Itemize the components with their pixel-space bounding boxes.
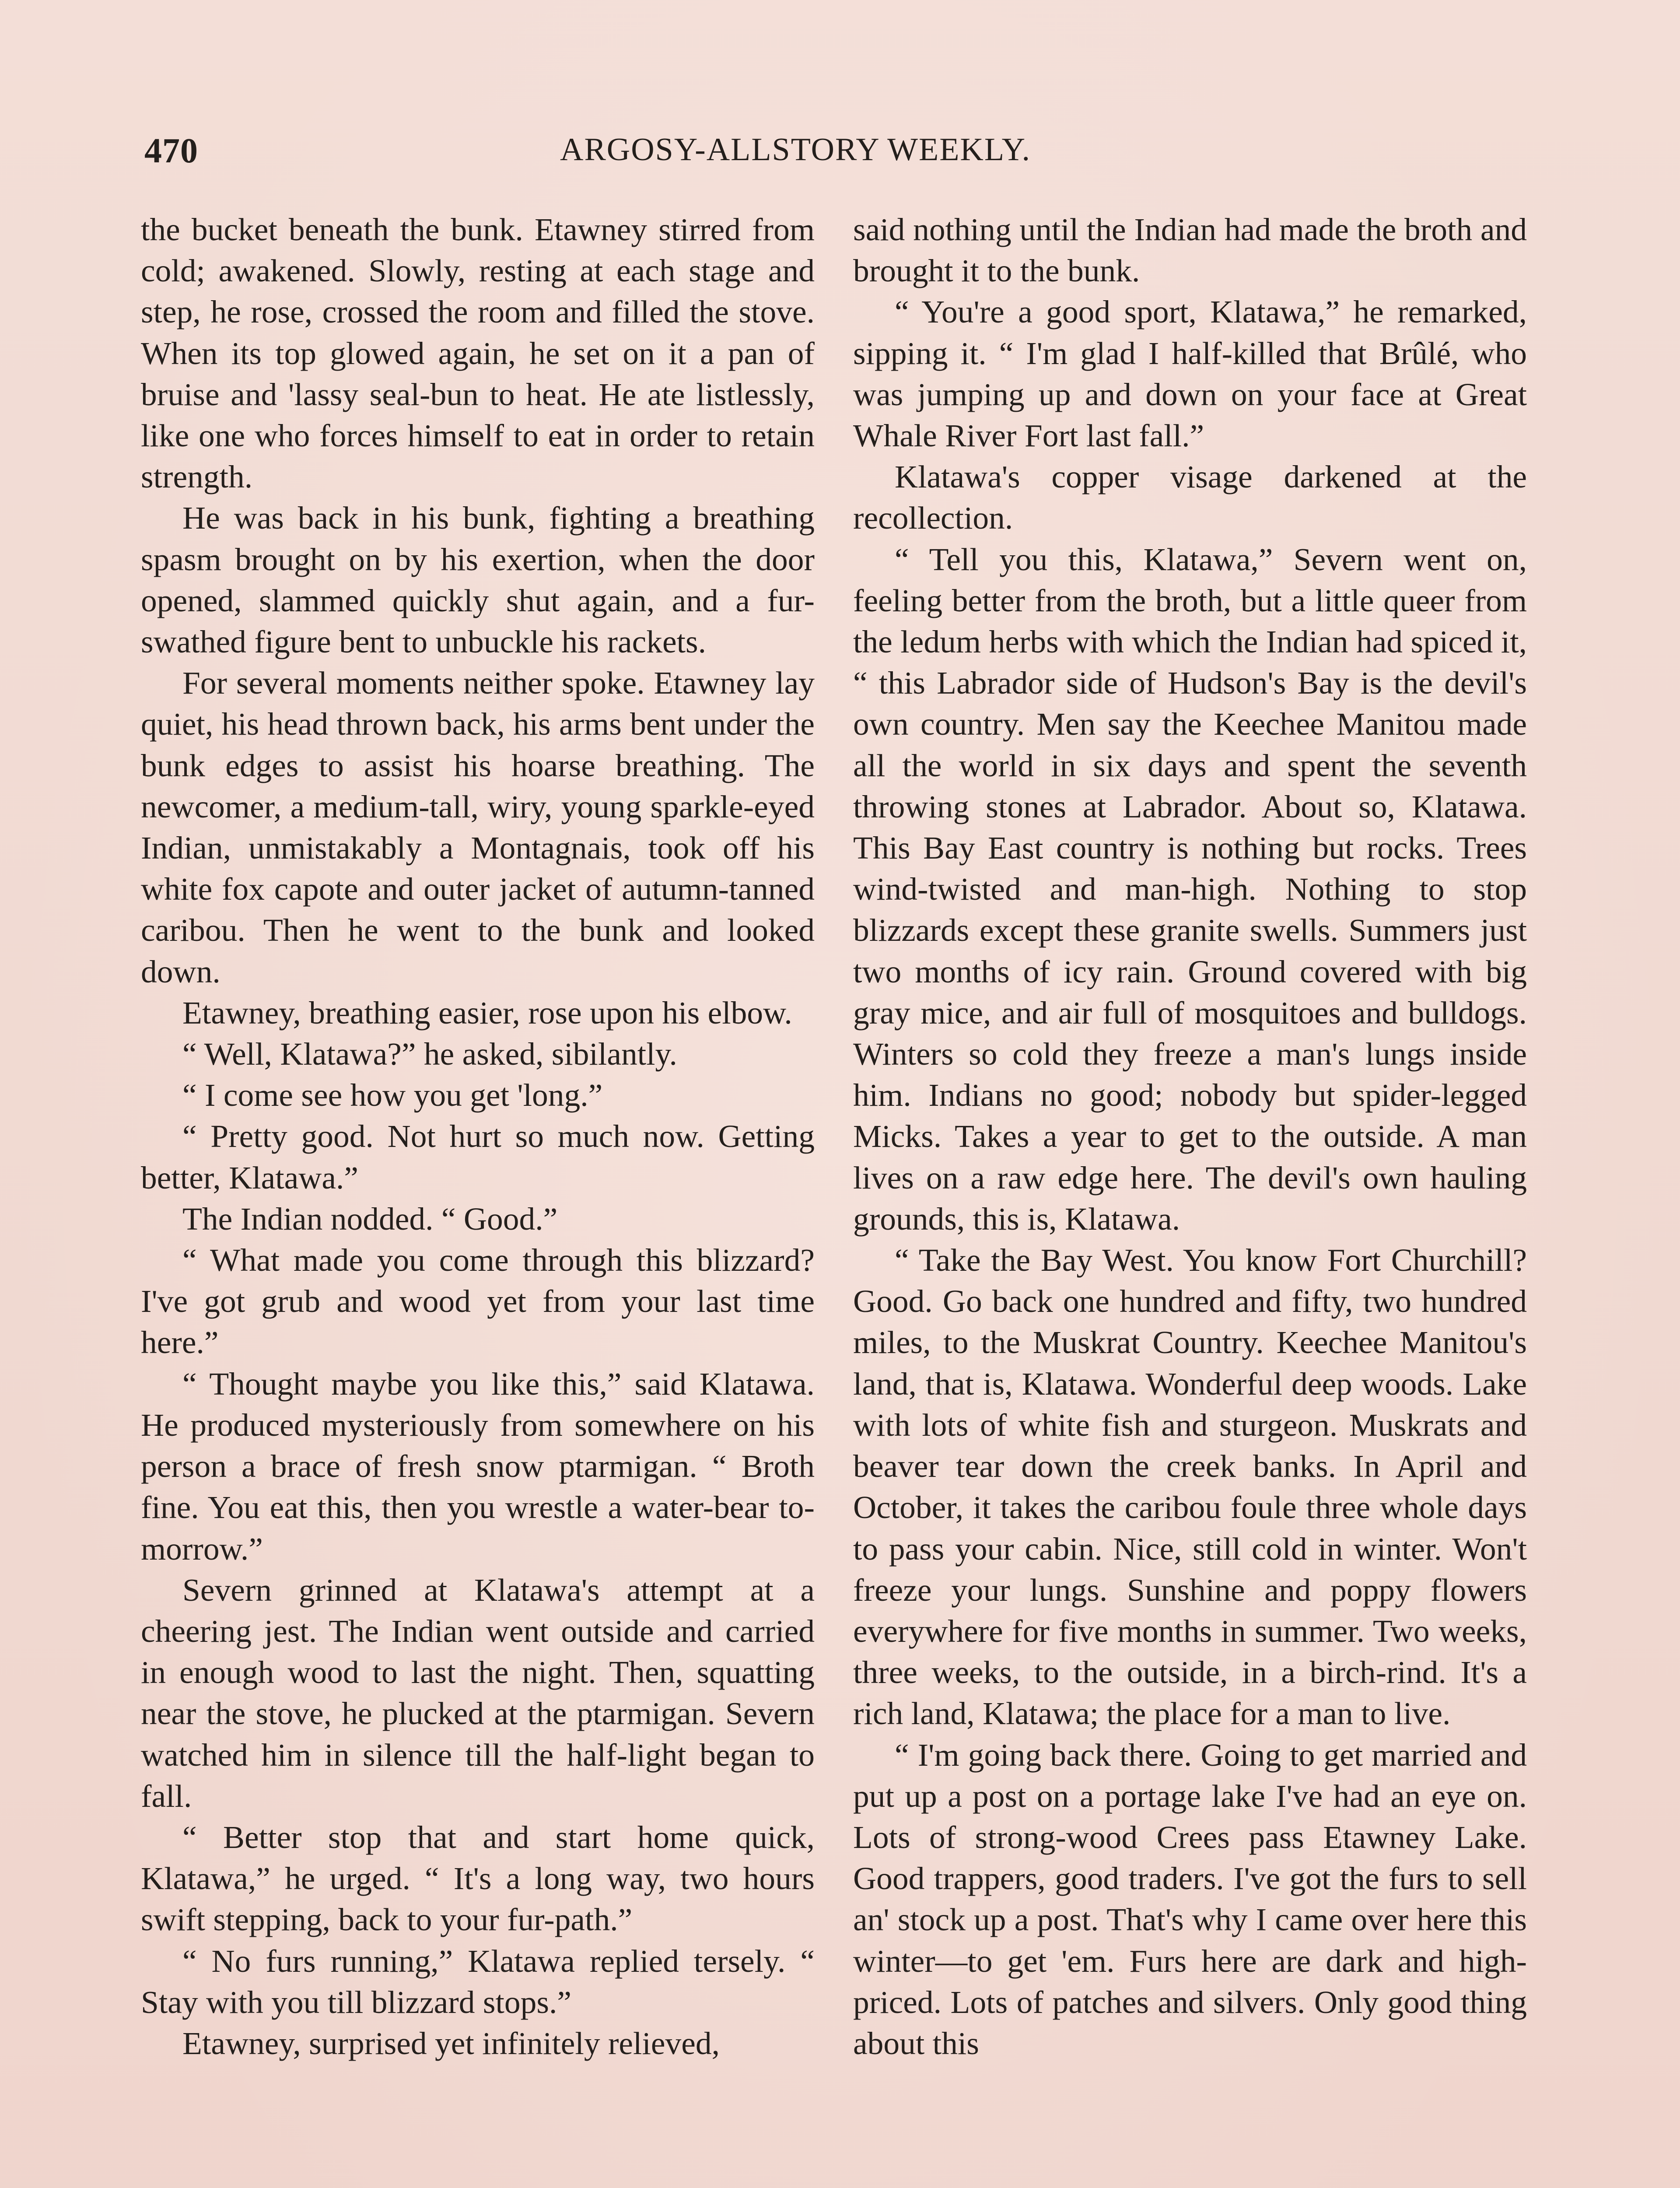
paragraph: “ Tell you this, Klatawa,” Severn went on, feeling better from the broth, but a little queer from the ledum herbs with which the Indian had spiced it, “ this Labrador side of Hudson's Bay is the devil's own country. Men say the Keechee Manitou made all the world in six days and spent the seventh throwing stones at Labrador. About so, Klatawa. This Bay East country is nothing but rocks. Trees wind-twisted and man-high. Nothing to stop blizzards except these granite swells. Summers just two months of icy rain. Ground covered with big gray mice, and air full of mosquitoes and bulldogs. Winters so cold they freeze a man's lungs inside him. Indians no good; nobody but spider-legged Micks. Takes a year to get to the outside. A man lives on a raw edge here. The devil's own hauling grounds, this is, Klatawa. <box>853 541 1527 1237</box>
paragraph: For several moments neither spoke. Etawney lay quiet, his head thrown back, his arms bent under the bunk edges to assist his hoarse breathing. The newcomer, a medium-tall, wiry, young sparkle-eyed Indian, unmistakably a Montagnais, took off his white fox capote and outer jacket of autumn-tanned caribou. Then he went to the bunk and looked down. <box>141 665 815 989</box>
paragraph: “ Pretty good. Not hurt so much now. Getting better, Klatawa.” <box>141 1119 815 1196</box>
paragraph: Severn grinned at Klatawa's attempt at a cheering jest. The Indian went outside and carried in enough wood to last the night. Then, squatting near the stove, he plucked at the ptarmigan. Severn watched him in silence till the half-light began to fall. <box>141 1572 815 1814</box>
paragraph: “ Thought maybe you like this,” said Klatawa. He produced mysteriously from somewhere on his person a brace of fresh snow ptarmigan. “ Broth fine. You eat this, then you wrestle a water-bear to-morrow.” <box>141 1366 815 1567</box>
paragraph: Etawney, surprised yet infinitely relieved, <box>182 2025 720 2061</box>
paragraph: “ No furs running,” Klatawa replied tersely. “ Stay with you till blizzard stops.” <box>141 1943 815 2020</box>
paragraph: Etawney, breathing easier, rose upon his elbow. <box>182 995 792 1031</box>
left-column <box>141 209 815 2064</box>
paragraph: “ What made you come through this blizzard? I've got grub and wood yet from your last time here.” <box>141 1242 815 1360</box>
paragraph: “ Well, Klatawa?” he asked, sibilantly. <box>182 1036 677 1072</box>
paragraph: said nothing until the Indian had made the broth and brought it to the bunk. <box>853 212 1527 289</box>
paragraph: The Indian nodded. “ Good.” <box>182 1201 558 1237</box>
running-head: ARGOSY-ALLSTORY WEEKLY. <box>560 132 1031 168</box>
paragraph: “ I'm going back there. Going to get married and put up a post on a portage lake I've had an eye on. Lots of strong-wood Crees pass Etawney Lake. Good trappers, good traders. I've got the furs to sell an' stock up a post. That's why I came over here this winter—to get 'em. Furs here are dark and high-priced. Lots of patches and silvers. Only good thing about this <box>853 1737 1527 2061</box>
right-column <box>853 209 1527 2064</box>
paragraph: Klatawa's copper visage darkened at the recollection. <box>853 459 1527 536</box>
page-header <box>144 131 1558 184</box>
paragraph: “ Take the Bay West. You know Fort Churchill? Good. Go back one hundred and fifty, two hundred miles, to the Muskrat Country. Keechee Manitou's land, that is, Klatawa. Wonderful deep woods. Lake with lots of white fish and sturgeon. Muskrats and beaver tear down the creek banks. In April and October, it takes the caribou foule three whole days to pass your cabin. Nice, still cold in winter. Won't freeze your lungs. Sunshine and poppy flowers everywhere for five months in summer. Two weeks, three weeks, to the outside, in a birch-rind. It's a rich land, Klatawa; the place for a man to live. <box>853 1242 1527 1732</box>
page-number: 470 <box>144 132 198 170</box>
paragraph: “ Better stop that and start home quick, Klatawa,” he urged. “ It's a long way, two hours swift stepping, back to your fur-path.” <box>141 1819 815 1938</box>
paragraph: the bucket beneath the bunk. Etawney stirred from cold; awakened. Slowly, resting at each stage and step, he rose, crossed the room and filled the stove. When its top glowed again, he set on it a pan of bruise and 'lassy seal-bun to heat. He ate listlessly, like one who forces himself to eat in order to retain strength. <box>141 212 815 495</box>
paragraph: He was back in his bunk, fighting a breathing spasm brought on by his exertion, when the door opened, slammed quickly shut again, and a fur-swathed figure bent to unbuckle his rackets. <box>141 500 815 660</box>
paragraph: “ You're a good sport, Klatawa,” he remarked, sipping it. “ I'm glad I half-killed that Brûlé, who was jumping up and down on your face at Great Whale River Fort last fall.” <box>853 294 1527 454</box>
paragraph: “ I come see how you get 'long.” <box>182 1077 603 1113</box>
